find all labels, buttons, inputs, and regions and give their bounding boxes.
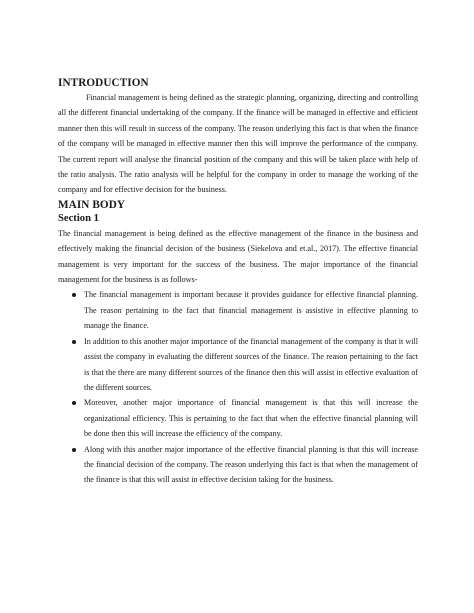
introduction-heading: INTRODUCTION xyxy=(58,77,149,89)
bullet-item xyxy=(58,442,418,488)
section-1-heading: Section 1 xyxy=(58,212,99,224)
bullet-list xyxy=(58,287,418,487)
bullet-icon xyxy=(72,401,76,405)
bullet-item xyxy=(58,287,418,333)
introduction-paragraph: Financial management is being defined as the strategic planning, organizing, directing and controlling all the different financial undertaking of the company. If the finance will be managed in effective and efficient manner then this will result in success of the company. The reason underlying this fact is that when the finance of the company will be managed in effective manner then this will improve the performance of the company. The current report will analyse the financial position of the company and this will be taken place with help of the ratio analysis. The ratio analysis will be helpful for the company in order to manage the working of the company and for effective decision for the business. xyxy=(58,93,418,195)
bullet-text: The financial management is important because it provides guidance for effective financial planning. The reason pertaining to the fact that financial management is assistive in effective planning to manage the finance. xyxy=(84,290,418,331)
bullet-text: Along with this another major importance of the effective financial planning is that this will increase the financial decision of the company. The reason underlying this fact is that when the management of the finance is that this will assist in effective decision taking for the business. xyxy=(84,444,418,485)
bullet-icon xyxy=(72,293,76,297)
bullet-icon xyxy=(72,340,76,344)
bullet-item xyxy=(58,334,418,396)
bullet-item xyxy=(58,395,418,441)
section-1-paragraph: The financial management is being defined as the effective management of the finance in the business and effectively making the financial decision of the business (Siekelova and et.al., 2017). The effective financial management is very important for the success of the business. The major importance of the financial management for the business is as follows- xyxy=(58,228,418,285)
main-body-heading: MAIN BODY xyxy=(58,198,126,211)
bullet-text: Moreover, another major importance of financial management is that this will increase the organizational efficiency. This is pertaining to the fact that when the effective financial planning will be done then this will increase the efficiency of the company. xyxy=(84,398,418,439)
bullet-icon xyxy=(72,448,76,452)
bullet-text: In addition to this another major importance of the financial management of the company is that it will assist the company in evaluating the different sources of the finance. The reason pertaining to the fact is that the there are many different sources of the finance then this will assist in effective evaluation of the different sources. xyxy=(84,336,418,392)
